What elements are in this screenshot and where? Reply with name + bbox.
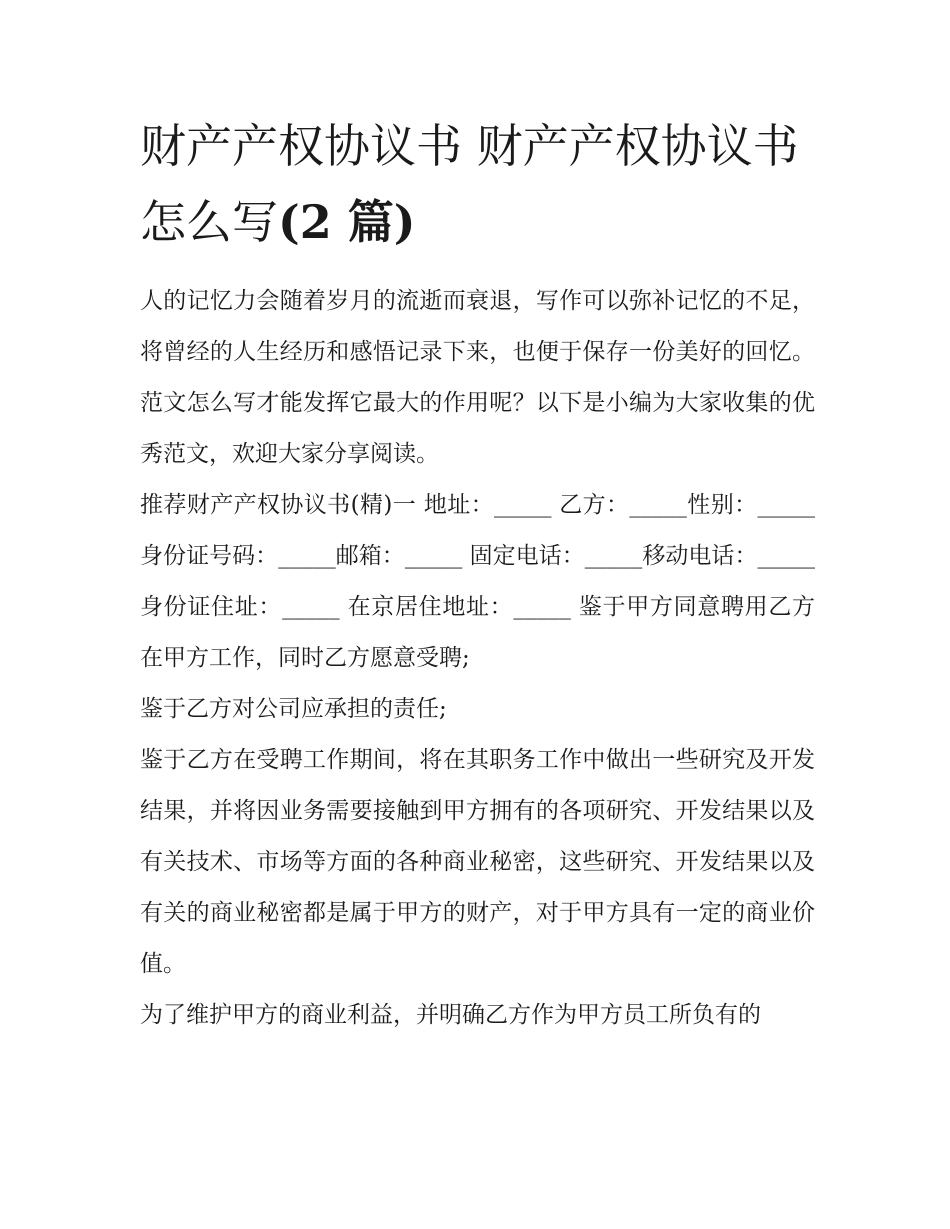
paragraph-research: 鉴于乙方在受聘工作期间，将在其职务工作中做出一些研究及开发结果，并将因业务需要接触到甲方拥有的各项研究、开发结果以及有关技术、市场等方面的各种商业秘密，这些研究、开发结果以及有关的商业秘密都是属于甲方的财产，对于甲方具有一定的商业价值。 bbox=[140, 747, 815, 977]
paragraph-responsibility: 鉴于乙方对公司应承担的责任; bbox=[140, 696, 447, 722]
paragraph-intro: 人的记忆力会随着岁月的流逝而衰退，写作可以弥补记忆的不足，将曾经的人生经历和感悟记录下来，也便于保存一份美好的回忆。范文怎么写才能发挥它最大的作用呢？以下是小编为大家收集的优秀范文，欢迎大家分享阅读。 bbox=[140, 288, 815, 467]
paragraph-parties: 推荐财产产权协议书(精)一 地址：_____ 乙方：_____性别：_____ 身份证号码：_____邮箱：_____ 固定电话：_____移动电话：_____ 身份证住址：_____ 在京居住地址：_____ 鉴于甲方同意聘用乙方在甲方工作，同时乙方愿意受聘; bbox=[140, 492, 815, 671]
document-title bbox=[140, 108, 815, 260]
title-main: 财产产权协议书 财产产权协议书怎么写 bbox=[140, 119, 799, 249]
title-suffix: (2 篇) bbox=[278, 195, 416, 249]
paragraph-interest: 为了维护甲方的商业利益，并明确乙方作为甲方员工所负有的 bbox=[140, 1002, 761, 1028]
document-body bbox=[140, 108, 815, 1041]
